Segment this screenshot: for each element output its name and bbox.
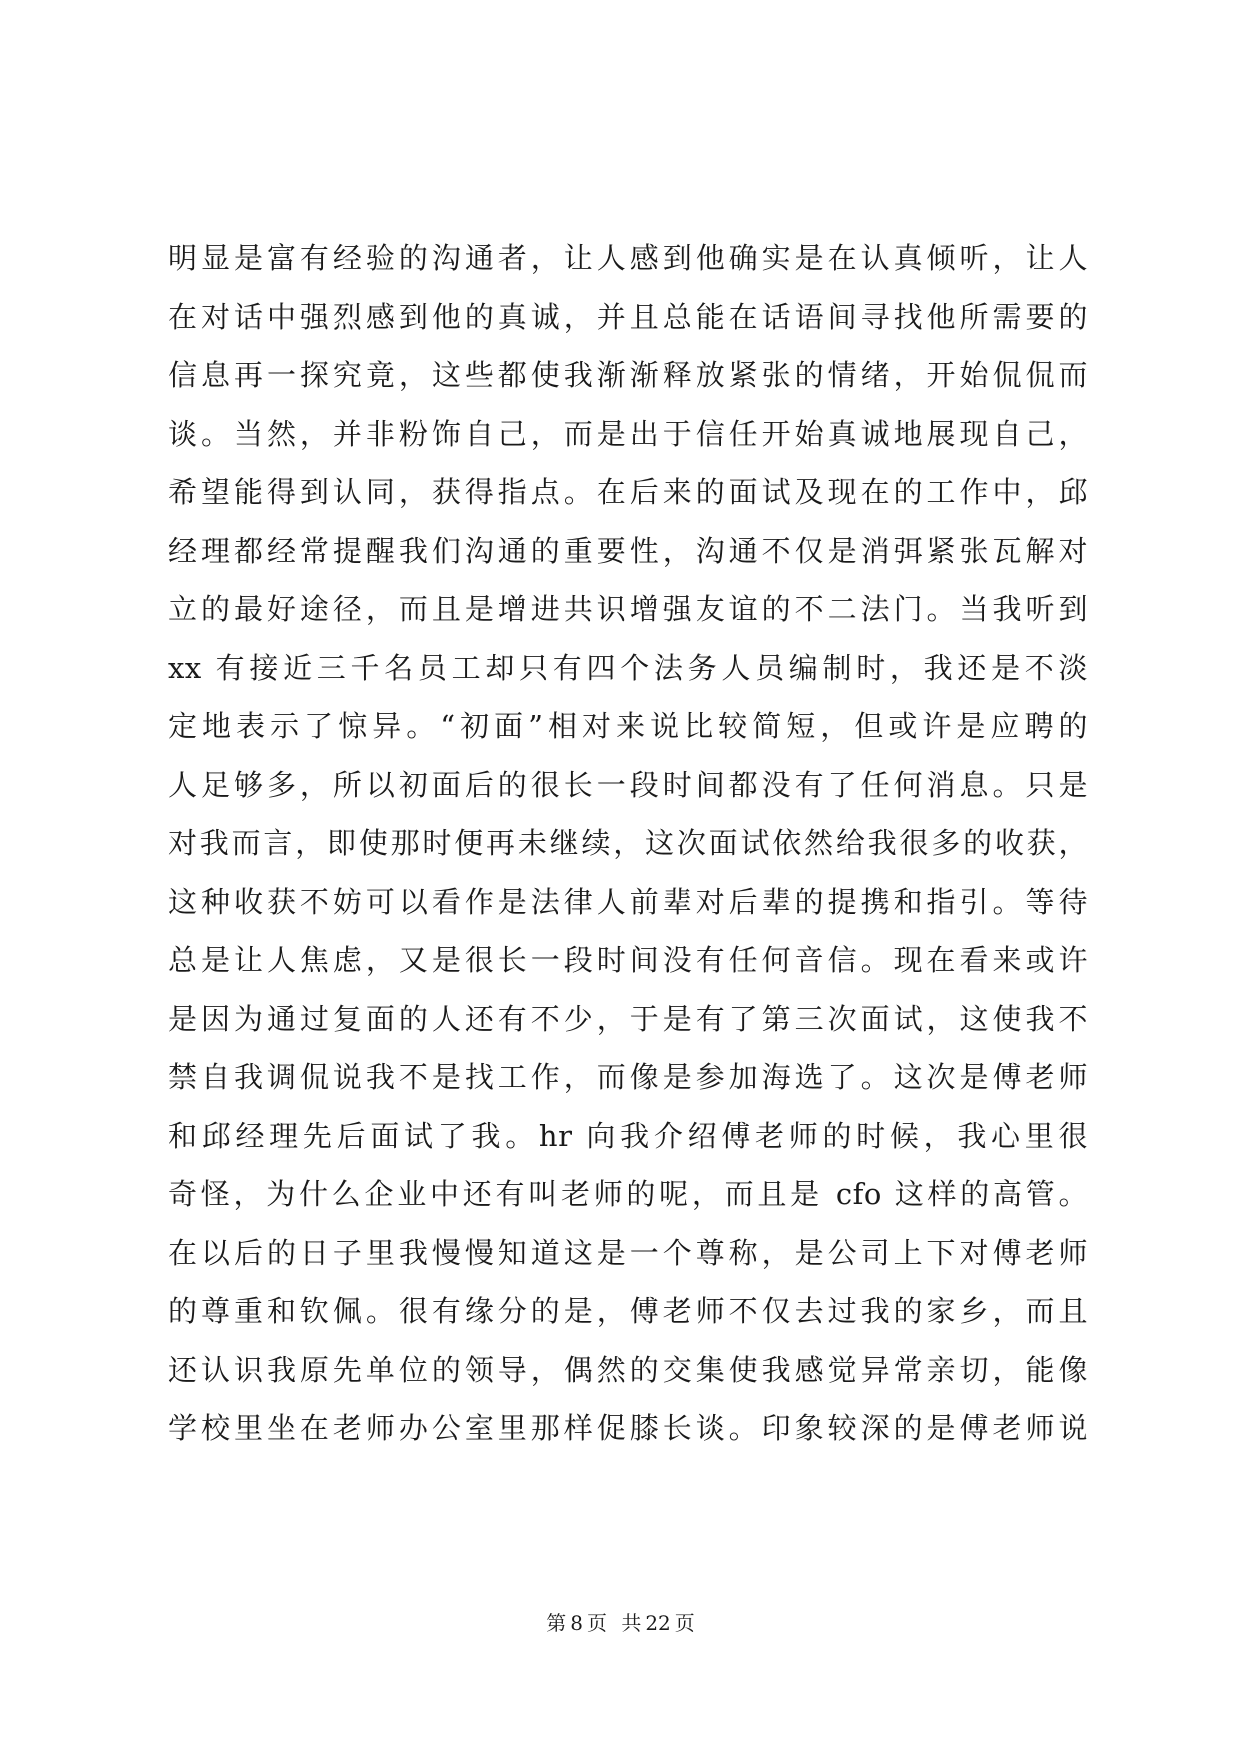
text-line: 明显是富有经验的沟通者，让人感到他确实是在认真倾听，让人: [168, 241, 1088, 275]
body-text: [168, 232, 1088, 1461]
text-line: 对我而言，即使那时便再未继续，这次面试依然给我很多的收获，: [168, 826, 1088, 860]
text-line: 和邱经理先后面试了我。hr 向我介绍傅老师的时候，我心里很: [168, 1118, 1088, 1153]
text-line: 还认识我原先单位的领导，偶然的交集使我感觉异常亲切，能像: [168, 1352, 1088, 1387]
text-line: xx 有接近三千名员工却只有四个法务人员编制时，我还是不淡: [168, 650, 1088, 685]
text-line: 希望能得到认同，获得指点。在后来的面试及现在的工作中，邱: [168, 475, 1088, 509]
text-line: 总是让人焦虑，又是很长一段时间没有任何音信。现在看来或许: [168, 943, 1088, 977]
text-line: 人足够多，所以初面后的很长一段时间都没有了任何消息。只是: [168, 767, 1088, 802]
text-line: 奇怪，为什么企业中还有叫老师的呢，而且是 cfo 这样的高管。: [168, 1177, 1088, 1211]
text-line: 禁自我调侃说我不是找工作，而像是参加海选了。这次是傅老师: [168, 1060, 1088, 1094]
page-footer: [0, 1608, 1241, 1638]
total-pages: 共 22 页: [621, 1611, 695, 1635]
text-line: 谈。当然，并非粉饰自己，而是出于信任开始真诚地展现自己，: [168, 416, 1088, 451]
text-line: 定地表示了惊异。“初面”相对来说比较简短，但或许是应聘的: [168, 709, 1088, 743]
page-number: 第 8 页: [546, 1611, 607, 1635]
text-line: 的尊重和钦佩。很有缘分的是，傅老师不仅去过我的家乡，而且: [168, 1294, 1088, 1328]
text-line: 经理都经常提醒我们沟通的重要性，沟通不仅是消弭紧张瓦解对: [168, 533, 1088, 568]
text-line: 是因为通过复面的人还有不少，于是有了第三次面试，这使我不: [168, 1001, 1088, 1036]
text-line: 这种收获不妨可以看作是法律人前辈对后辈的提携和指引。等待: [168, 884, 1088, 919]
text-line: 在以后的日子里我慢慢知道这是一个尊称，是公司上下对傅老师: [168, 1235, 1088, 1270]
text-line: 在对话中强烈感到他的真诚，并且总能在话语间寻找他所需要的: [168, 299, 1088, 334]
text-line: 立的最好途径，而且是增进共识增强友谊的不二法门。当我听到: [168, 592, 1088, 626]
text-line: 学校里坐在老师办公室里那样促膝长谈。印象较深的是傅老师说: [168, 1411, 1088, 1445]
text-line: 信息再一探究竟，这些都使我渐渐释放紧张的情绪，开始侃侃而: [168, 358, 1088, 392]
